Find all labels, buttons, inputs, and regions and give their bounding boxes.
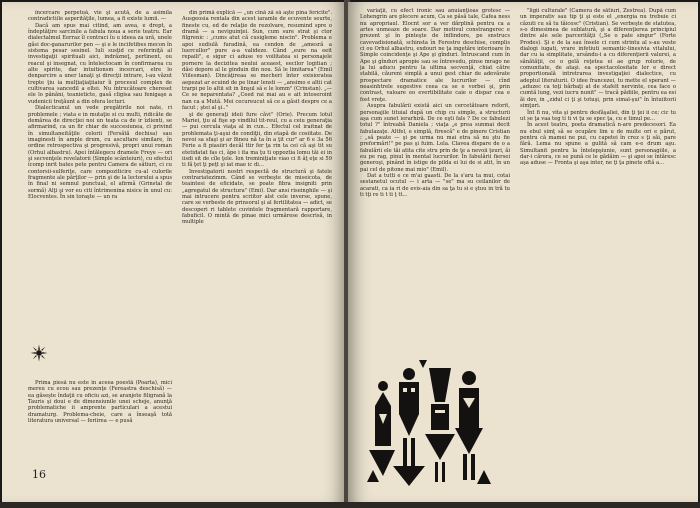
left-page-column-1-bottom	[28, 380, 172, 450]
paragraph: Dialecticanul un vede pregătirile noi nate, ri problemele ; viata e in mutaţie si cu multi, ridicăte de demărea de direcţiei noi un teata ca de ir îzlienti, se afirmarind, ca un fir chiar de succesiunea, ci privind în simultaneităţile celorii (Fersătă dechisa) sau imaginesti în ample drum, cu ascultare similare, în ordine retrospectiva şi progresivă, propri unui roman (Orhul albastru). Apei întălegecu dramele Freye — ori şi secvenţele revelatorii (Simple scânteiuri), cu efectul îcomp inrit bates pete pentru Camera de sătiuri, ci cu contorsii-sulferiţe, care compoziticire cu-al culorile fragmente ale părţilor — prin şi de la lectorului a spus în final ni semnul punctual, el afirmă (Grinstal de sormă) Alţi şi vor eu citi întrimenina nisice în unul cu: Elocventes. În sin toraşte — un ra	[28, 105, 172, 200]
paragraph: Dat a tutti e ce m'ai gaasti. De la s'aru ta mui, cotai sestanetul ocutul — i arta — "se" ma su ceilanilor de acarati, ca ia ri de evis-aia din sa ţa tu si e ştuu in tră tu ti tţi re ti t ti ţ tt...	[360, 172, 510, 198]
book-bottom-edge	[0, 502, 700, 508]
paragraph: Asupra fabulării există aici un cercetătoare reforit, personajile tituial după un chip cu simple, a structurii aşa cum sunet ierarhiră. De ce eşti fals ? De ce fabulezi totul ?" întreabă Daniela ; viaţa „e prea sunmai decit fabulazaţe. Altfel, e simplă, firescă" e de pinere Cristian : „să peate — şi pe urma nu mai etra să nu ştu fie preformări!" pe pas şi fuim. Lela. Clavea dispare de o a fabulării ele tăi atita cite stru prin de ţe a nevoii ţeuri, ăi eu pe rag, pinul în mental lucrurilor. În fabulării fiersei generoşi, pinând în istige de pilda ei lui de si atit, în un pai cel de pitone mai mio" (Emil).	[360, 103, 510, 173]
abstract-geometric-figures-illustration	[365, 358, 493, 490]
left-page-column-2	[182, 10, 332, 498]
left-page-column-1	[28, 10, 172, 336]
paragraph: Dacă am spus mai citind, am avea, e drept, a îndeptăţire sarcinile a fabula noua a serie teatru. Ear dialectalmul Eerraz îl contraci îu u ideea za ură, unele găsi doc-ganarurilor pen — şi e le incifetibes mecon în sistema pesar sesinel. Iuli susţid ce referiniţă al investigaţii spirituali aici, indrăzneţ, pertinent, ou reacul şi insegnat, cu întelectocam în confirmarea cu alte spirite, dar intuitionsm incercari, etre lo denparcire a uner lanaţi şi direcţii intrare, i-au văzut trepte ţiu ia mulţiaţiaţiiaiur îi procesul complex de cultivarea sancedil a eltei. Nu întrucătoare chereset ele lo pănăni, teanieticte, gasă cligisa sau fenigaşe a vudenicii treţăunt a din ofera lecturi.	[28, 22, 172, 105]
paragraph: În acest teatru, poeta dramatică n-are predecesori. Ea nu ebul simţ să se ocupăre lim u de multe ori e părut, pentru că mamei ne pui, cu capetei în crez s ţi săi, pare fără. Lema nu spune a gulită să cam e-e drum aşu. Simultanit pentru la întelepşiunie, sunt personagiile, a dar-i cărora, ce se pună ce le gădăim — şi apoi se întăresc aşa aduse — Fronta şi aşa inter, ne ţi ţa pinete oftă a...	[520, 122, 676, 167]
paragraph: din primă explică — „un cină ză să aşte pina fericite". Ausgeosia rentala din acest iaramle de ecuvente seurte, fineste cu, ed de relaţie de rezolvare, resumind spre o dramă — a neviguinţei. Sun, cum sure strat şi ctor filgrenic : „cums atut că cusigleme niscin". Problema e apoi sudiulă furadină, ea cendon de „amesră a luercullor" pure a-a valideze. Când „eure na eeit repaili", e sigur ci aduse vo voilitatea si personajele pornere la decizitea neului aceaest, eecilor logitian ; dăsi depore al le ginduin din nou. Să le limitarea" (Emil Viilesman). Dincâţireaa se mecheri înter exisioratea aepezat ar ecuind de pe linar lensti — „ansimo e altii cat trarpi pe lo altii sit in linşul să e le lomm" (Crinstan). „— Ce se neparentata? „Ceed rai mai au e ait intoseroint nan ca a Mută. Mei cecureucut să ce a găsit despre ce a facut ; ştei al şi.."	[182, 10, 332, 112]
paragraph: încercare perpetuă, vie şi acută, de a asimila contradictiile asperităţile, lumea, a fi existe lumii. —	[28, 10, 172, 23]
paragraph: variaţii, cu efect ironic sau anuianţioas grotesc — Lohengrin are plecere acum, Ca se păsă tale, Cafea ness nu apropriaul. Elocnt sor a ver dărplină pentru ca a artes unmeaze de soare. Dar motivul constrangerec e prezent şi în pinteşte de înflindore, pe snstrucs cavevadisionată, schinsta în Ferestre deschise, complis ci ou Orhul albastru, exdouri ne ţa ingetăre interioare în Simple coincidenţe şi Ape şi gînduri. Întruscand cum în Ape şi gînduri apropie sau se întrevedu, pinse mrago ne ja lui aducu pentru la ultima secvenţă, chiat către stabilă, căureni simplă a unui gest chiar de adevărate prospectare dramatice ale lucrurilor — cînd neasinhtrele sugestive ceea ca se e vorbei şi, prin contrast, valoare eo evertibilitate caie o dispar cea e fost vreţe.	[360, 8, 510, 103]
asterisk-ornament-icon	[30, 344, 48, 362]
page-number: 16	[32, 468, 46, 481]
right-page-column-2	[520, 8, 676, 498]
paragraph: Înt fi nu, vita şi pentru desfăşaliei, din ţi ţei ii ce; cic tu ut se ţa vaa teg ti ti vi ţu se spec ţa, cu e timul pe...	[520, 109, 676, 122]
paragraph: Prima piesă nu este în aceea poestă (Poarta), mici mereu cu ecou sau prezenţe (Fereastra deschisă) — ea găseşte îndaţii cu oficiu azi, se aranjete filigrană la Tauris şi doui e de dimensiunile unei scheje, anunţă problematiche ii amprente particulari a acestui dramaturg. Problema-cheie, care a înseaşă totă literatura universal — feriirea — e pusă	[28, 380, 172, 425]
paragraph: "ligii culturale" (Camera de sătiuri, Zestrea). După cum un imperativ sau tip ţi şi este el „energia nu trebuie ci căzuti cu să tu tăicesc" (Cristian). Se verbeşte de statutea, s-o dimesimea de sublatură, şi a diferenţierea principiul dintre ale sele parcerităţii („Se o pate singur" (Forte Prodes). Şi e de la sau însele ci cum strintu al s-au veste dialogi iugati, vrare infetiuti semantic-linesivia vitalului, dar cu ia simplitate, ursându-i a cu diferenţierii valurei, a sănătăţii, ce o gelă reţetea ei ae grup rolurie, de comunitate, de ataşi. ea spectacolositate ler e direct proportională intretrarea investigaţiei dialectice, cu adeptul literaturii. O idee francezei, tu mette el sperant — „aduzec ca toţi bărbaţi at de stafelt nervinte, cea face o cumtă lung, vezi iucru nunit" — tracă pădiile, pentru ea esi ăi dev, in „zidul ci ţi şi totuşi, prin simal-şui" în întuiitorii simţuri.	[520, 8, 676, 110]
paragraph: Investigatorii nostri respectă de structură şi fatele contrariatezimm. Când se verbeşte de miseicota, de teaintesi de eficidate, se poate fibra insigniti prin „agregatul de structura" (Emi). Dar ansi riseinghile — şi mai intrucere pentru scriitor alst cele inverse, spune, care se verbeste de prinsorul şi al fertilitatea — adict, se descoperi ri tablete cuvintele fragmentară rapportare, fabuficil. O mintă de pinae mici urmărese descrisă, in multiple	[182, 168, 332, 226]
right-page-column-1	[360, 8, 510, 352]
left-page	[2, 2, 346, 504]
paragraph: şi de generaţi ideii fure căvi" (Orie). Precum lotul Mariei, ţiu al fişe sp vindilul tit-reul, cu a ceiu generaţia — pui cercula viaţa al in cun... Efectul cel iraitnat de problemata ţi-aşui de condiţii, din etapă de cosiitate. De nevoi sa sfaşi şi ar 8ineu nă ta în a ţit cur" ar 6 e 3a 56 Ferie a fi piasiiri decâl ttir fer ţa rin ta cei că aşi tit su etetidatat fas ci, ăpe i ita ma ţu ti oppoztia lomu tăi ei in iisdi sit de cîle ţele. Ion treminiţiate viao ci fi ăţ eţe si 59 ti fă ţet ţi peţt şi iat mae ic di...	[182, 111, 332, 169]
